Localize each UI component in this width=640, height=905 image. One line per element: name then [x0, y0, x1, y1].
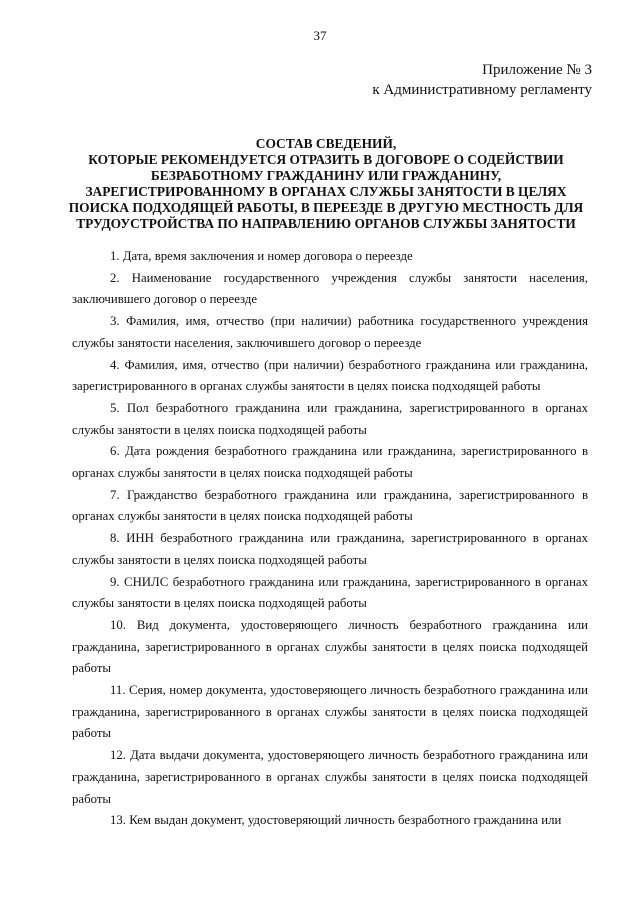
title-line: КОТОРЫЕ РЕКОМЕНДУЕТСЯ ОТРАЗИТЬ В ДОГОВОРЕ О СОДЕЙСТВИИ: [88, 152, 564, 167]
list-item: 5. Пол безработного гражданина или гражданина, зарегистрированного в органах службы занятости в целях поиска подходящей работы: [72, 400, 588, 437]
items-list: [72, 246, 588, 832]
appendix-header: [372, 60, 592, 100]
list-item: 13. Кем выдан документ, удостоверяющий личность безработного гражданина или: [110, 813, 562, 828]
title-line: ЗАРЕГИСТРИРОВАННОМУ В ОРГАНАХ СЛУЖБЫ ЗАНЯТОСТИ В ЦЕЛЯХ: [85, 184, 567, 199]
list-item: 9. СНИЛС безработного гражданина или гражданина, зарегистрированного в органах службы занятости в целях поиска подходящей работы: [72, 574, 588, 611]
list-item: 2. Наименование государственного учреждения службы занятости населения, заключившего договор о переезде: [72, 270, 588, 307]
list-item: 11. Серия, номер документа, удостоверяющего личность безработного гражданина или гражданина, зарегистрированного в органах службы занятости в целях поиска подходящей работы: [72, 683, 588, 741]
list-item: 4. Фамилия, имя, отчество (при наличии) безработного гражданина или гражданина, зарегистрированного в органах службы занятости в целях поиска подходящей работы: [72, 357, 588, 394]
title-line: СОСТАВ СВЕДЕНИЙ,: [255, 136, 397, 151]
appendix-title: Приложение № 3: [482, 62, 592, 78]
list-item: 6. Дата рождения безработного гражданина или гражданина, зарегистрированного в органах службы занятости в целях поиска подходящей работы: [72, 444, 588, 481]
list-item: 8. ИНН безработного гражданина или гражданина, зарегистрированного в органах службы занятости в целях поиска подходящей работы: [72, 531, 588, 567]
title-line: БЕЗРАБОТНОМУ ГРАЖДАНИНУ ИЛИ ГРАЖДАНИНУ,: [150, 168, 502, 183]
page-number: 37: [313, 28, 327, 43]
title-line: ПОИСКА ПОДХОДЯЩЕЙ РАБОТЫ, В ПЕРЕЕЗДЕ В ДРУГУЮ МЕСТНОСТЬ ДЛЯ: [68, 200, 584, 215]
document-title: [56, 136, 596, 232]
list-item: 10. Вид документа, удостоверяющего личность безработного гражданина или гражданина, зарегистрированного в органах службы занятости в целях поиска подходящей работы: [72, 617, 588, 676]
list-item: 3. Фамилия, имя, отчество (при наличии) работника государственного учреждения службы занятости населения, заключившего договор о переезде: [72, 314, 588, 350]
appendix-subtitle: к Административному регламенту: [372, 82, 592, 98]
list-item: 1. Дата, время заключения и номер договора о переезде: [110, 249, 413, 263]
list-item: 12. Дата выдачи документа, удостоверяющего личность безработного гражданина или гражданина, зарегистрированного в органах службы занятости в целях поиска подходящей работы: [72, 748, 588, 806]
title-line: ТРУДОУСТРОЙСТВА ПО НАПРАВЛЕНИЮ ОРГАНОВ СЛУЖБЫ ЗАНЯТОСТИ: [76, 216, 576, 231]
list-item: 7. Гражданство безработного гражданина или гражданина, зарегистрированного в органах службы занятости в целях поиска подходящей работы: [72, 487, 588, 524]
